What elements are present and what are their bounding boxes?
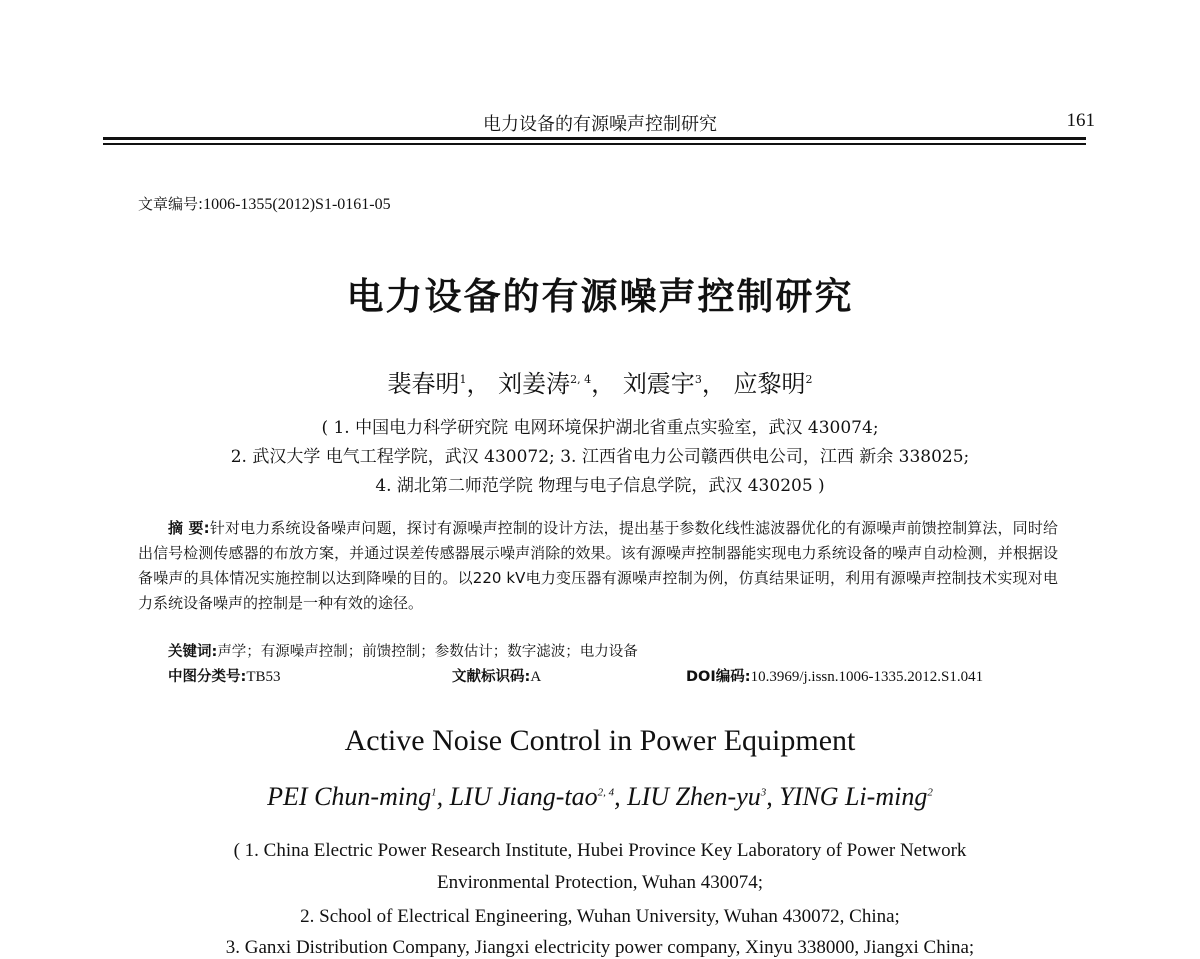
author-name: 刘姜涛 <box>498 370 571 398</box>
article-number-value: 1006-1355(2012)S1-0161-05 <box>203 196 391 213</box>
document-code-label: 文献标识码: <box>452 669 531 685</box>
keywords-label: 关键词: <box>168 644 218 660</box>
chinese-keywords <box>168 640 638 661</box>
author-name: 应黎明 <box>733 370 806 398</box>
author-affiliation-mark: 2 <box>805 373 813 386</box>
chinese-affiliation-line: 2. 武汉大学 电气工程学院，武汉 430072; 3. 江西省电力公司赣西供电公司，江西 新余 338025; <box>230 447 970 467</box>
clc-value: TB53 <box>246 669 281 685</box>
author-name: YING Li-ming <box>779 782 928 811</box>
author-name: LIU Zhen-yu <box>627 782 761 811</box>
english-authors <box>0 782 1200 812</box>
document-code-value: A <box>530 669 542 685</box>
author-separator: ， <box>591 370 616 398</box>
english-affiliation-line: Environmental Protection, Wuhan 430074; <box>436 872 764 893</box>
chinese-title: 电力设备的有源噪声控制研究 <box>346 275 854 318</box>
doi-value: 10.3969/j.issn.1006-1335.2012.S1.041 <box>750 669 984 685</box>
author-affiliation-mark: 2, 4 <box>597 786 615 799</box>
author-name: 刘震宇 <box>622 370 695 398</box>
header-rule-thick <box>103 137 1086 140</box>
author-affiliation-mark: 2 <box>927 786 933 799</box>
article-number <box>138 193 391 214</box>
author-separator: ， <box>466 370 491 398</box>
author-affiliation-mark: 3 <box>760 786 767 799</box>
author-name: PEI Chun-ming <box>267 782 432 811</box>
author-affiliation-mark: 1 <box>431 786 437 799</box>
english-affiliation-line: 2. School of Electrical Engineering, Wuhan University, Wuhan 430072, China; <box>300 906 900 927</box>
running-title: 电力设备的有源噪声控制研究 <box>483 114 717 135</box>
author-separator: ， <box>701 370 726 398</box>
doi <box>686 665 983 686</box>
keywords-text: 声学；有源噪声控制；前馈控制；参数估计；数字滤波；电力设备 <box>217 644 638 660</box>
author-name: 裴春明 <box>387 370 460 398</box>
author-affiliation-mark: 2, 4 <box>570 373 592 386</box>
author-affiliation-mark: 1 <box>459 373 467 386</box>
chinese-affiliation-line: 4. 湖北第二师范学院 物理与电子信息学院，武汉 430205 ) <box>375 476 825 496</box>
document-code <box>452 665 541 686</box>
page-number: 161 <box>1066 110 1095 131</box>
chinese-affiliation-line: ( 1. 中国电力科学研究院 电网环境保护湖北省重点实验室，武汉 430074; <box>321 418 879 438</box>
clc-number <box>168 665 280 686</box>
abstract-text: 针对电力系统设备噪声问题，探讨有源噪声控制的设计方法，提出基于参数化线性滤波器优化的有源噪声前馈控制算法，同时给出信号检测传感器的布放方案，并通过误差传感器展示噪声消除的效果。该有源噪声控制器能实现电力系统设备的噪声自动检测，并根据设备噪声的具体情况实施控制以达到降噪的目的。以220 kV电力变压器有源噪声控制为例，仿真结果证明，利用有源噪声控制技术实现对电力系统设备噪声的控制是一种有效的途径。 <box>138 519 1058 612</box>
author-separator: , <box>436 782 450 811</box>
article-number-label: 文章编号: <box>138 195 204 213</box>
chinese-authors <box>0 364 1200 399</box>
author-separator: , <box>766 782 780 811</box>
clc-label: 中图分类号: <box>168 669 247 685</box>
header-rule-thin <box>103 143 1086 145</box>
chinese-abstract <box>138 516 1058 616</box>
english-affiliation-line: ( 1. China Electric Power Research Institute, Hubei Province Key Laboratory of Power Network <box>233 840 967 861</box>
author-separator: , <box>614 782 628 811</box>
english-title: Active Noise Control in Power Equipment <box>344 724 856 757</box>
author-affiliation-mark: 3 <box>694 373 702 386</box>
author-name: LIU Jiang-tao <box>449 782 598 811</box>
abstract-label: 摘 要: <box>168 519 210 537</box>
english-affiliation-line: 3. Ganxi Distribution Company, Jiangxi electricity power company, Xinyu 338000, Jiangxi China; <box>225 937 975 958</box>
doi-label: DOI编码: <box>686 669 751 685</box>
